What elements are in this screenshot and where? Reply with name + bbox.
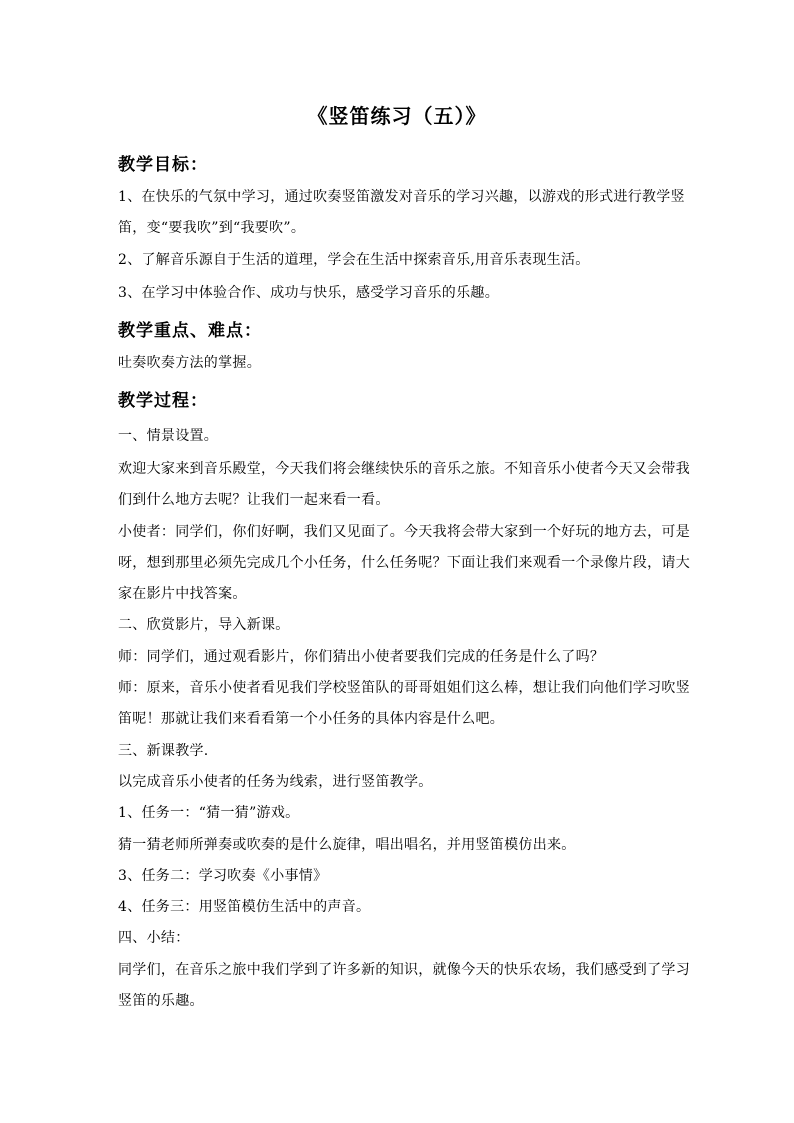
process-line: 二、欣赏影片，导入新课。 xyxy=(118,617,290,633)
process-line: 们到什么地方去呢？让我们一起来看一看。 xyxy=(118,492,390,508)
process-line: 欢迎大家来到音乐殿堂，今天我们将会继续快乐的音乐之旅。不知音乐小使者今天又会带我 xyxy=(118,461,690,477)
objectives-line: 笛，变“要我吹”到“我要吹”。 xyxy=(118,220,306,236)
process-line: 以完成音乐小使者的任务为线索，进行竖笛教学。 xyxy=(118,774,433,790)
process-line: 呀，想到那里必须先完成几个小任务，什么任务呢？下面让我们来观看一个录像片段，请大 xyxy=(118,555,690,571)
process-line: 四、小结： xyxy=(118,930,190,946)
page-title: 《竖笛练习（五）》 xyxy=(307,104,487,128)
key-points-heading: 教学重点、难点： xyxy=(118,321,262,341)
process-line: 1、任务一：“猜一猜”游戏。 xyxy=(118,805,300,821)
objectives-line: 2、了解音乐源自于生活的道理，学会在生活中探索音乐,用音乐表现生活。 xyxy=(118,252,590,268)
process-line: 竖笛的乐趣。 xyxy=(118,993,204,1009)
process-line: 4、任务三：用竖笛模仿生活中的声音。 xyxy=(118,899,371,915)
process-line: 笛呢！那就让我们来看看第一个小任务的具体内容是什么吧。 xyxy=(118,711,505,727)
process-line: 家在影片中找答案。 xyxy=(118,586,247,602)
objectives-line: 3、在学习中体验合作、成功与快乐，感受学习音乐的乐趣。 xyxy=(118,285,500,301)
key-points-line: 吐奏吹奏方法的掌握。 xyxy=(118,355,261,371)
objectives-heading: 教学目标： xyxy=(118,155,208,175)
process-line: 3、任务二：学习吹奏《小事情》 xyxy=(118,868,328,884)
objectives-line: 1、在快乐的气氛中学习，通过吹奏竖笛激发对音乐的学习兴趣，以游戏的形式进行教学竖 xyxy=(118,189,685,205)
process-line: 同学们，在音乐之旅中我们学到了许多新的知识，就像今天的快乐农场，我们感受到了学习 xyxy=(118,962,690,978)
process-line: 一、情景设置。 xyxy=(118,428,219,444)
process-line: 师：同学们，通过观看影片，你们猜出小使者要我们完成的任务是什么了吗？ xyxy=(118,649,605,665)
process-heading: 教学过程： xyxy=(118,391,208,411)
process-line: 小使者：同学们，你们好啊，我们又见面了。今天我将会带大家到一个好玩的地方去，可是 xyxy=(118,524,690,540)
process-line: 三、新课教学. xyxy=(118,743,209,759)
process-line: 猜一猜老师所弹奏或吹奏的是什么旋律，唱出唱名，并用竖笛模仿出来。 xyxy=(118,837,576,853)
process-line: 师：原来，音乐小使者看见我们学校竖笛队的哥哥姐姐们这么棒，想让我们向他们学习吹竖 xyxy=(118,680,690,696)
